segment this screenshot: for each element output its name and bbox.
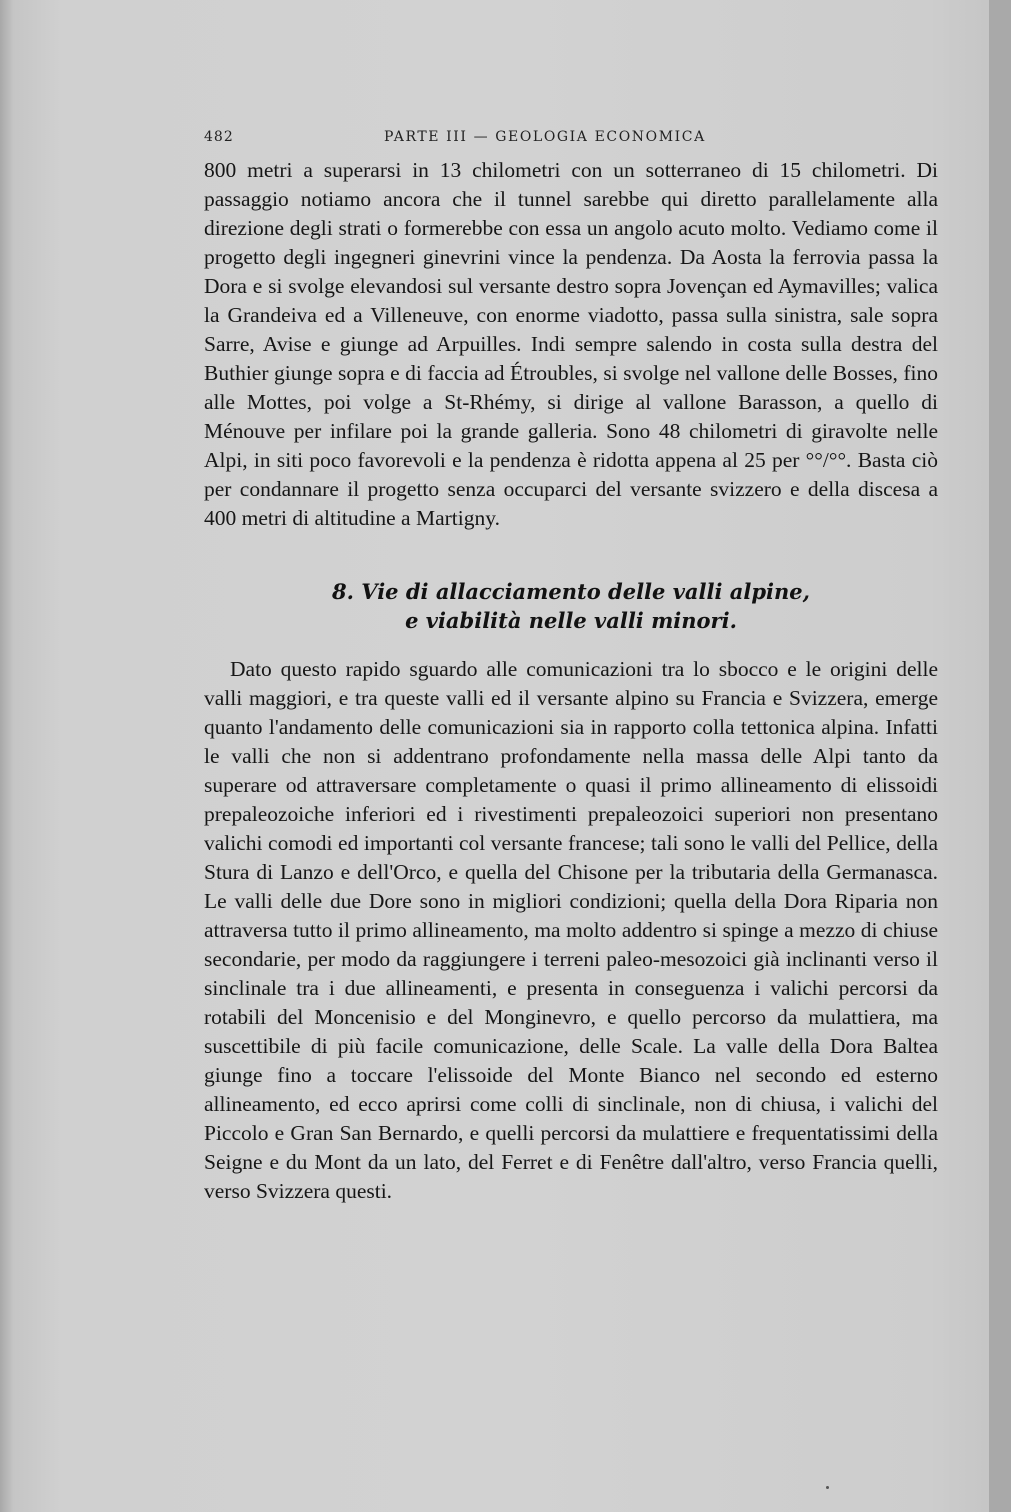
section-heading-line-2: e viabilità nelle valli minori.	[405, 608, 737, 633]
running-title: PARTE III — GEOLOGIA ECONOMICA	[384, 129, 706, 145]
paragraph-2: Dato questo rapido sguardo alle comunicazioni tra lo sbocco e le origini delle valli maggiori, e tra queste valli ed il versante alpino su Francia e Svizzera, emerge quanto l'andamento delle comunicazioni sia in rapporto colla tettonica alpina. Infatti le valli che non si addentrano profondamente nella massa delle Alpi tanto da superare od attraversare completamente o quasi il primo allineamento di elissoidi prepaleozoiche inferiori ed i rivestimenti prepaleozoici superiori non presentano valichi comodi ed importanti col versante francese; tali sono le valli del Pellice, della Stura di Lanzo e dell'Orco, e quella del Chisone per la tributaria della Germanasca. Le valli delle due Dore sono in migliori condizioni; quella della Dora Riparia non attraversa tutto il primo allineamento, ma molto addentro si spinge a mezzo di chiuse secondarie, per modo da raggiungere i terreni paleo-mesozoici già inclinanti verso il sinclinale tra i due allineamenti, e presenta in conseguenza i valichi percorsi da rotabili del Moncenisio e del Monginevro, e quello percorso da mulattiera, ma suscettibile di più facile comunicazione, delle Scale. La valle della Dora Baltea giunge fino a toccare l'elissoide del Monte Bianco nel secondo ed esterno allineamento, ed ecco aprirsi come colli di sinclinale, non di chiusa, i valichi del Piccolo e Gran San Bernardo, e quelli percorsi da mulattiere e frequentatissimi della Seigne e du Mont da un lato, del Ferret e di Fenêtre dall'altro, verso Francia quelli, verso Svizzera questi.	[204, 657, 938, 1203]
page-left-edge	[0, 0, 14, 1512]
body-text	[204, 156, 938, 1206]
page-right-edge	[989, 0, 1011, 1512]
section-heading	[204, 577, 938, 635]
section-heading-line-1: 8. Vie di allacciamento delle valli alpine,	[332, 579, 810, 604]
page-number: 482	[204, 129, 234, 145]
paper-speck	[826, 1486, 829, 1489]
paragraph-1: 800 metri a superarsi in 13 chilometri con un sotterraneo di 15 chilometri. Di passaggio notiamo ancora che il tunnel sarebbe qui diretto parallelamente alla direzione degli strati o formerebbe con essa un angolo acuto molto. Vediamo come il progetto degli ingegneri ginevrini vince la pendenza. Da Aosta la ferrovia passa la Dora e si svolge elevandosi sul versante destro sopra Jovençan ed Aymavilles; valica la Grandeiva ed a Villeneuve, con enorme viadotto, passa sulla sinistra, sale sopra Sarre, Avise e giunge ad Arpuilles. Indi sempre salendo in costa sulla destra del Buthier giunge sopra e di faccia ad Étroubles, si svolge nel vallone delle Bosses, fino alle Mottes, poi volge a St-Rhémy, si dirige al vallone Barasson, a quello di Ménouve per infilare poi la grande galleria. Sono 48 chilometri di giravolte nelle Alpi, in siti poco favorevoli e la pendenza è ridotta appena al 25 per °°/°°. Basta ciò per condannare il progetto senza occuparci del versante svizzero e della discesa a 400 metri di altitudine a Martigny.	[204, 158, 938, 530]
running-head	[204, 129, 934, 153]
